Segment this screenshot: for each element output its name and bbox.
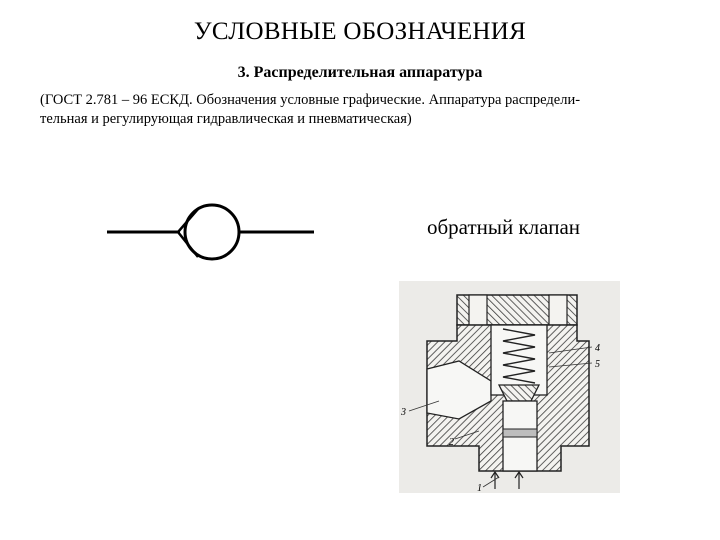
gost-reference bbox=[40, 91, 680, 129]
gost-reference-line-2: тельная и регулирующая гидравлическая и пневматическая) bbox=[40, 111, 412, 127]
cover-bolt-right bbox=[549, 295, 567, 325]
callout-1: 1 bbox=[477, 483, 482, 493]
callout-4: 4 bbox=[595, 343, 600, 354]
callout-2: 2 bbox=[449, 437, 454, 448]
symbol-caption: обратный клапан bbox=[427, 215, 580, 239]
check-valve-section bbox=[399, 281, 620, 493]
seat-ring bbox=[503, 429, 537, 437]
gost-reference-line-1: (ГОСТ 2.781 – 96 ЕСКД. Обозначения условные графические. Аппаратура распредели- bbox=[40, 92, 581, 108]
cover-bolt-left bbox=[469, 295, 487, 325]
callout-5: 5 bbox=[595, 359, 600, 370]
slide-title: УСЛОВНЫЕ ОБОЗНАЧЕНИЯ bbox=[193, 18, 527, 45]
leader-1 bbox=[483, 477, 499, 487]
check-valve-symbol bbox=[100, 195, 320, 275]
valve-ball bbox=[185, 205, 239, 259]
callout-3: 3 bbox=[401, 407, 406, 418]
valve-seat bbox=[178, 209, 198, 257]
check-valve-drawing bbox=[399, 281, 620, 493]
section-subtitle: 3. Распределительная аппаратура bbox=[237, 64, 483, 81]
